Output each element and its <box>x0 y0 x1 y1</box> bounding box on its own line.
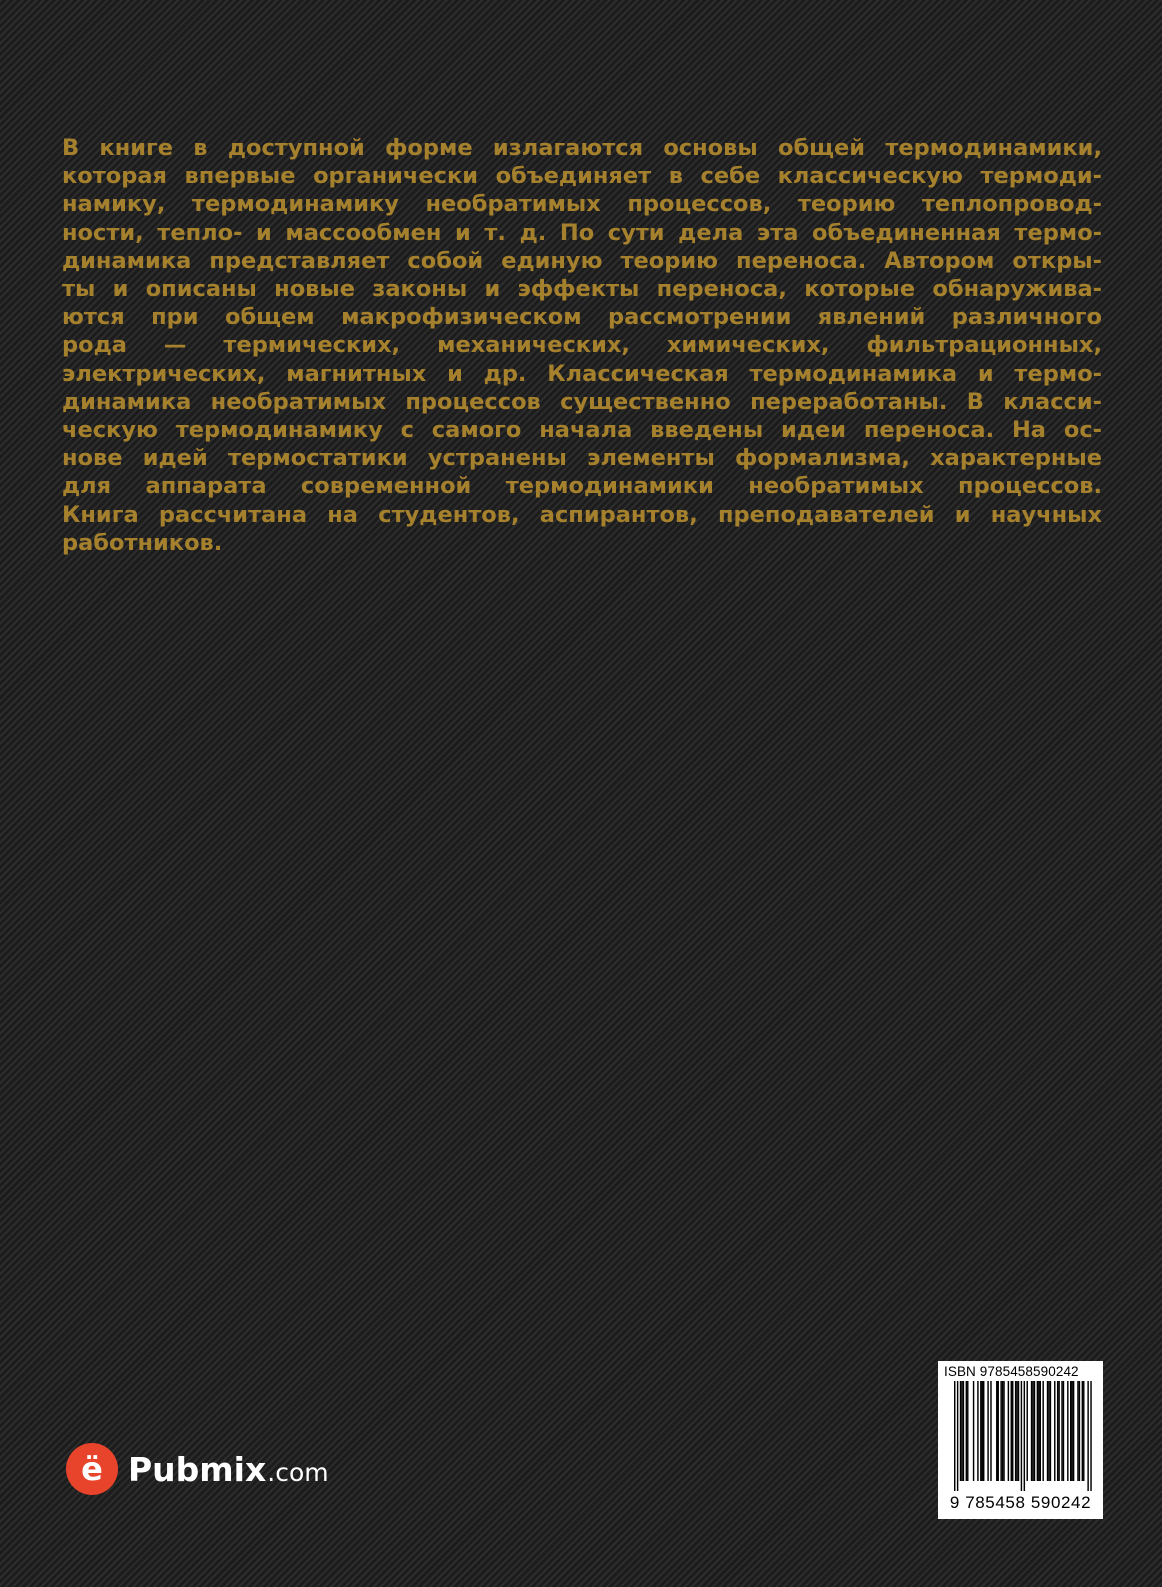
blurb-line: работников. <box>62 529 223 556</box>
barcode-bar <box>1071 1381 1072 1481</box>
barcode-bar <box>1070 1381 1071 1481</box>
barcode-guard-bar <box>1087 1381 1088 1491</box>
barcode-bar <box>980 1381 981 1481</box>
publisher-domain: .com <box>267 1457 329 1487</box>
blurb-line: ты и описаны новые законы и эффекты переноса, которые обнаружива- <box>62 276 1102 303</box>
isbn-digits: 9 785458 590242 <box>949 1493 1092 1512</box>
barcode-guard-bar <box>954 1381 955 1491</box>
publisher-logo <box>66 1439 329 1499</box>
barcode-bar <box>996 1381 997 1481</box>
barcode-bar <box>983 1381 984 1481</box>
barcode-bar <box>1058 1381 1059 1481</box>
barcode-bar <box>1083 1381 1084 1481</box>
barcode-bar <box>998 1381 999 1481</box>
barcode-bar <box>1073 1381 1074 1481</box>
barcode-bar <box>1048 1381 1049 1481</box>
barcode-guard-bar <box>1021 1381 1022 1491</box>
barcode-bar <box>1042 1381 1043 1481</box>
blurb-line: которая впервые органически объединяет в себе классическую термоди- <box>62 163 1102 190</box>
blurb-line: нове идей термостатики устранены элементы формализма, характерные <box>62 445 1102 472</box>
barcode-bar <box>1032 1381 1033 1481</box>
barcode-bar <box>960 1381 961 1481</box>
barcode-bar <box>963 1381 964 1481</box>
blurb-line: ются при общем макрофизическом рассмотрении явлений различного <box>62 304 1102 331</box>
barcode-bars <box>946 1381 1096 1493</box>
blurb-line: намику, термодинамику необратимых процессов, теорию теплопровод- <box>62 191 1102 218</box>
barcode-bar <box>1063 1381 1064 1481</box>
barcode-bar <box>1034 1381 1035 1481</box>
isbn-barcode <box>938 1361 1103 1519</box>
barcode-bar <box>1015 1381 1016 1481</box>
barcode-bar <box>1057 1381 1058 1481</box>
pubmix-badge-icon: ё <box>66 1443 118 1495</box>
blurb-line: рода — термических, механических, химических, фильтрационных, <box>62 332 1102 359</box>
barcode-guard-bar <box>957 1381 958 1491</box>
blurb-line: динамика представляет собой единую теорию переноса. Автором откры- <box>62 247 1102 274</box>
back-cover-blurb <box>62 134 1102 557</box>
barcode-bar <box>987 1381 988 1481</box>
barcode-bar <box>1012 1381 1013 1481</box>
blurb-line: ности, тепло- и массообмен и т. д. По сути дела эта объединенная термо- <box>62 219 1102 246</box>
barcode-bar <box>1003 1381 1004 1481</box>
barcode-bar <box>1082 1381 1083 1481</box>
barcode-bar <box>1077 1381 1078 1481</box>
blurb-line: В книге в доступной форме излагаются основы общей термодинамики, <box>62 135 1102 161</box>
isbn-label: ISBN 9785458590242 <box>944 1364 1079 1379</box>
barcode-bar <box>1018 1381 1019 1481</box>
barcode-bar <box>967 1381 968 1481</box>
barcode-bar <box>966 1381 967 1481</box>
blurb-line: Книга рассчитана на студентов, аспирантов, преподавателей и научных <box>62 501 1102 528</box>
blurb-line: ческую термодинамику с самого начала введены идеи переноса. На ос- <box>62 417 1102 444</box>
barcode-bar <box>961 1381 962 1481</box>
barcode-bar <box>1031 1381 1032 1481</box>
barcode-bar <box>1050 1381 1051 1481</box>
barcode-bar <box>1011 1381 1012 1481</box>
barcode-bar <box>1067 1381 1068 1481</box>
blurb-line: электрических, магнитных и др. Классическая термодинамика и термо- <box>62 360 1102 387</box>
barcode-bar <box>1054 1381 1055 1481</box>
blurb-line: для аппарата современной термодинамики необратимых процессов. <box>62 473 1102 500</box>
barcode-bar <box>973 1381 974 1481</box>
barcode-bar <box>1016 1381 1017 1481</box>
barcode-guard-bar <box>1024 1381 1025 1491</box>
barcode-bar <box>982 1381 983 1481</box>
barcode-bar <box>1079 1381 1080 1481</box>
barcode-bar <box>1000 1381 1001 1481</box>
barcode-bar <box>977 1381 978 1481</box>
barcode-bar <box>1002 1381 1003 1481</box>
barcode-bar <box>1008 1381 1009 1481</box>
barcode-guard-bar <box>1090 1381 1091 1491</box>
publisher-name: Pubmix <box>128 1449 267 1489</box>
blurb-line: динамика необратимых процессов существенно переработаны. В класси- <box>62 388 1102 415</box>
barcode-bar <box>1061 1381 1062 1481</box>
barcode-bar <box>1040 1381 1041 1481</box>
barcode-bar <box>1038 1381 1039 1481</box>
barcode-bar <box>990 1381 991 1481</box>
barcode-bar <box>1037 1381 1038 1481</box>
barcode-bar <box>1047 1381 1048 1481</box>
barcode-bar <box>1027 1381 1028 1481</box>
